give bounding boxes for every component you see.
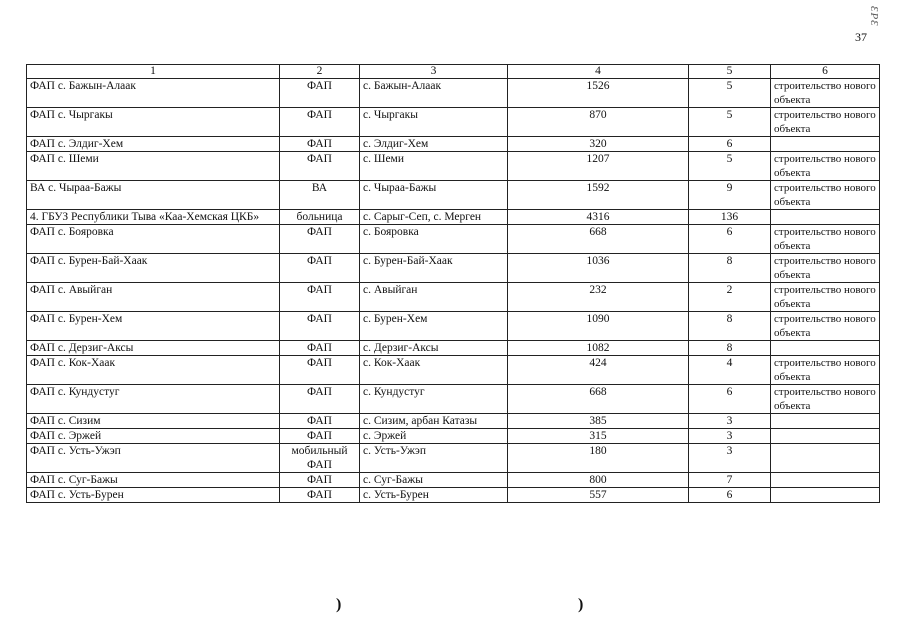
- column-header: 3: [360, 65, 508, 79]
- count-cell: 3: [689, 444, 771, 473]
- population-cell: 320: [508, 137, 689, 152]
- page-number: 37: [855, 30, 867, 44]
- note-cell: [771, 473, 880, 488]
- count-cell: 5: [689, 108, 771, 137]
- facility-name-cell: ФАП с. Элдиг-Хем: [27, 137, 280, 152]
- location-cell: с. Сизим, арбан Катазы: [360, 414, 508, 429]
- population-cell: 668: [508, 385, 689, 414]
- note-cell: строительство нового объекта: [771, 356, 880, 385]
- population-cell: 1207: [508, 152, 689, 181]
- facility-type-cell: ФАП: [280, 356, 360, 385]
- facility-type-cell: ФАП: [280, 108, 360, 137]
- count-cell: 2: [689, 283, 771, 312]
- count-cell: 6: [689, 488, 771, 503]
- table-row: [27, 341, 880, 356]
- column-header: 4: [508, 65, 689, 79]
- note-cell: строительство нового объекта: [771, 312, 880, 341]
- location-cell: с. Кундустуг: [360, 385, 508, 414]
- note-cell: строительство нового объекта: [771, 225, 880, 254]
- facility-name-cell: ФАП с. Бояровка: [27, 225, 280, 254]
- count-cell: 8: [689, 254, 771, 283]
- facility-name-cell: ФАП с. Кок-Хаак: [27, 356, 280, 385]
- table-row: [27, 210, 880, 225]
- column-header: 2: [280, 65, 360, 79]
- count-cell: 6: [689, 385, 771, 414]
- count-cell: 7: [689, 473, 771, 488]
- table-body: [27, 79, 880, 503]
- location-cell: с. Бурен-Бай-Хаак: [360, 254, 508, 283]
- table-row: [27, 488, 880, 503]
- table-row: [27, 283, 880, 312]
- table-header-row: [27, 65, 880, 79]
- population-cell: 1090: [508, 312, 689, 341]
- location-cell: с. Авыйган: [360, 283, 508, 312]
- count-cell: 8: [689, 341, 771, 356]
- table-row: [27, 429, 880, 444]
- count-cell: 5: [689, 79, 771, 108]
- location-cell: с. Суг-Бажы: [360, 473, 508, 488]
- count-cell: 136: [689, 210, 771, 225]
- count-cell: 9: [689, 181, 771, 210]
- note-cell: [771, 429, 880, 444]
- note-cell: строительство нового объекта: [771, 385, 880, 414]
- table-row: [27, 356, 880, 385]
- facility-name-cell: ФАП с. Бурен-Бай-Хаак: [27, 254, 280, 283]
- population-cell: 1526: [508, 79, 689, 108]
- column-header: 5: [689, 65, 771, 79]
- facility-type-cell: ФАП: [280, 79, 360, 108]
- table-row: [27, 385, 880, 414]
- population-cell: 232: [508, 283, 689, 312]
- facility-name-cell: ФАП с. Бажын-Алаак: [27, 79, 280, 108]
- population-cell: 1036: [508, 254, 689, 283]
- population-cell: 668: [508, 225, 689, 254]
- note-cell: [771, 488, 880, 503]
- facility-type-cell: ФАП: [280, 341, 360, 356]
- facility-type-cell: ВА: [280, 181, 360, 210]
- table-row: [27, 444, 880, 473]
- table-row: [27, 79, 880, 108]
- facility-name-cell: ФАП с. Кундустуг: [27, 385, 280, 414]
- corner-note: ƐΡƐ: [868, 6, 880, 27]
- population-cell: 315: [508, 429, 689, 444]
- location-cell: с. Элдиг-Хем: [360, 137, 508, 152]
- note-cell: [771, 341, 880, 356]
- column-header: 6: [771, 65, 880, 79]
- facility-name-cell: ФАП с. Чыргакы: [27, 108, 280, 137]
- facility-name-cell: ВА с. Чыраа-Бажы: [27, 181, 280, 210]
- facility-name-cell: ФАП с. Дерзиг-Аксы: [27, 341, 280, 356]
- facility-name-cell: ФАП с. Усть-Бурен: [27, 488, 280, 503]
- population-cell: 870: [508, 108, 689, 137]
- note-cell: строительство нового объекта: [771, 79, 880, 108]
- facility-name-cell: ФАП с. Бурен-Хем: [27, 312, 280, 341]
- facility-type-cell: ФАП: [280, 225, 360, 254]
- table-row: [27, 312, 880, 341]
- location-cell: с. Чыргакы: [360, 108, 508, 137]
- note-cell: строительство нового объекта: [771, 152, 880, 181]
- population-cell: 180: [508, 444, 689, 473]
- population-cell: 557: [508, 488, 689, 503]
- location-cell: с. Дерзиг-Аксы: [360, 341, 508, 356]
- facility-type-cell: ФАП: [280, 283, 360, 312]
- facility-type-cell: ФАП: [280, 312, 360, 341]
- count-cell: 5: [689, 152, 771, 181]
- facility-type-cell: ФАП: [280, 254, 360, 283]
- count-cell: 6: [689, 225, 771, 254]
- count-cell: 4: [689, 356, 771, 385]
- note-cell: [771, 137, 880, 152]
- count-cell: 3: [689, 429, 771, 444]
- facility-type-cell: больница: [280, 210, 360, 225]
- facility-name-cell: 4. ГБУЗ Республики Тыва «Каа-Хемская ЦКБ»: [27, 210, 280, 225]
- table-row: [27, 254, 880, 283]
- table-row: [27, 225, 880, 254]
- note-cell: строительство нового объекта: [771, 283, 880, 312]
- note-cell: [771, 210, 880, 225]
- facility-name-cell: ФАП с. Авыйган: [27, 283, 280, 312]
- location-cell: с. Бурен-Хем: [360, 312, 508, 341]
- table-row: [27, 137, 880, 152]
- location-cell: с. Шеми: [360, 152, 508, 181]
- data-table: [26, 64, 880, 503]
- facility-name-cell: ФАП с. Эржей: [27, 429, 280, 444]
- location-cell: с. Усть-Ужэп: [360, 444, 508, 473]
- facility-type-cell: ФАП: [280, 152, 360, 181]
- count-cell: 8: [689, 312, 771, 341]
- population-cell: 385: [508, 414, 689, 429]
- note-cell: строительство нового объекта: [771, 181, 880, 210]
- facility-type-cell: ФАП: [280, 488, 360, 503]
- column-header: 1: [27, 65, 280, 79]
- facility-name-cell: ФАП с. Усть-Ужэп: [27, 444, 280, 473]
- count-cell: 3: [689, 414, 771, 429]
- table-row: [27, 181, 880, 210]
- population-cell: 424: [508, 356, 689, 385]
- count-cell: 6: [689, 137, 771, 152]
- location-cell: с. Бояровка: [360, 225, 508, 254]
- facility-type-cell: ФАП: [280, 385, 360, 414]
- location-cell: с. Бажын-Алаак: [360, 79, 508, 108]
- facility-type-cell: ФАП: [280, 473, 360, 488]
- table-row: [27, 414, 880, 429]
- location-cell: с. Чыраа-Бажы: [360, 181, 508, 210]
- facility-name-cell: ФАП с. Суг-Бажы: [27, 473, 280, 488]
- footer-mark: ): [336, 596, 342, 613]
- note-cell: [771, 444, 880, 473]
- facility-type-cell: ФАП: [280, 414, 360, 429]
- location-cell: с. Кок-Хаак: [360, 356, 508, 385]
- facility-type-cell: ФАП: [280, 429, 360, 444]
- table-row: [27, 473, 880, 488]
- facility-type-cell: мобильный ФАП: [280, 444, 360, 473]
- facility-type-cell: ФАП: [280, 137, 360, 152]
- population-cell: 800: [508, 473, 689, 488]
- facility-name-cell: ФАП с. Сизим: [27, 414, 280, 429]
- footer-mark: ): [578, 596, 584, 613]
- population-cell: 4316: [508, 210, 689, 225]
- location-cell: с. Эржей: [360, 429, 508, 444]
- population-cell: 1592: [508, 181, 689, 210]
- table-row: [27, 152, 880, 181]
- location-cell: с. Усть-Бурен: [360, 488, 508, 503]
- note-cell: [771, 414, 880, 429]
- location-cell: с. Сарыг-Сеп, с. Мерген: [360, 210, 508, 225]
- facility-name-cell: ФАП с. Шеми: [27, 152, 280, 181]
- table-row: [27, 108, 880, 137]
- note-cell: строительство нового объекта: [771, 108, 880, 137]
- population-cell: 1082: [508, 341, 689, 356]
- note-cell: строительство нового объекта: [771, 254, 880, 283]
